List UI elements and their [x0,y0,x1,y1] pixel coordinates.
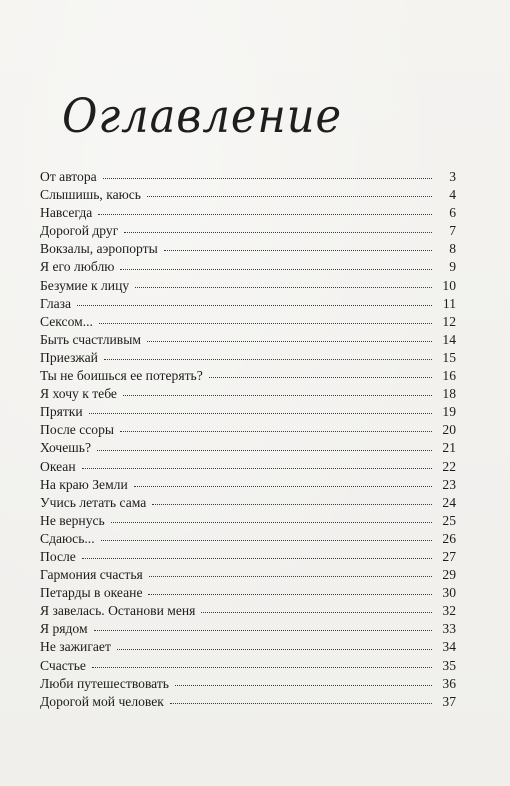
toc-entry-page-number: 8 [449,241,456,257]
toc-entry-title: Петарды в океане [40,585,143,601]
toc-entry-page-number: 29 [442,567,456,583]
toc-entry-page-number: 37 [442,693,456,709]
toc-entry-title: Прятки [40,404,83,420]
dot-leader [209,376,432,378]
toc-entry [40,620,456,638]
toc-entry-title: Быть счастливым [40,331,141,347]
toc-entry [40,512,456,530]
toc-entry-title: Сексом... [40,313,93,329]
toc-entry [40,421,456,439]
dot-leader [147,340,432,342]
toc-entry-title: Не вернусь [40,512,105,528]
toc-entry-page-number: 34 [442,639,456,655]
toc-entry-page-number: 32 [442,603,456,619]
toc-entry-page-number: 19 [442,404,456,420]
dot-leader [147,195,432,197]
toc-entry-page-number: 3 [449,169,456,184]
toc-entry [40,277,456,295]
dot-leader [149,575,432,577]
toc-entry [40,476,456,494]
toc-entry [40,584,456,602]
dot-leader [101,539,432,541]
toc-entry-page-number: 12 [442,313,456,329]
dot-leader [99,322,432,324]
toc-entry-page-number: 22 [442,458,456,474]
toc-entry-title: Я хочу к тебе [40,386,117,402]
toc-entry-title: Я рядом [40,621,88,637]
toc-entry-title: Дорогой друг [40,223,119,239]
toc-entry-page-number: 6 [449,205,456,221]
toc-entry [40,331,456,349]
toc-entry-title: Дорогой мой человек [40,693,164,709]
dot-leader [94,629,432,631]
toc-entry-page-number: 14 [442,331,456,347]
toc-entry [40,602,456,620]
dot-leader [135,286,432,288]
toc-entry-page-number: 21 [442,440,456,456]
dot-leader [104,358,432,360]
toc-entry [40,222,456,240]
toc-entry-title: Океан [40,458,76,474]
page-title: Оглавление [62,89,343,145]
toc-entry-title: Я завелась. Останови меня [40,603,196,619]
toc-entry-title: Глаза [40,295,72,311]
toc-entry [40,548,456,566]
toc-entry-title: Навсегда [40,205,93,221]
toc-entry-page-number: 27 [442,548,456,564]
toc-entry-title: Хочешь? [40,440,91,456]
toc-entry-title: После ссоры [40,422,114,438]
toc-entry [40,258,456,276]
toc-entry [40,566,456,584]
toc-entry [40,295,456,313]
toc-entry-title: Слышишь, каюсь [40,187,142,203]
toc-entry-title: Я его люблю [40,259,115,275]
toc-entry [40,494,456,512]
toc-entry [40,530,456,548]
toc-entry [40,168,456,186]
toc-entry [40,675,456,693]
dot-leader [89,412,432,414]
toc-entry-page-number: 11 [442,295,456,311]
dot-leader [77,304,432,306]
toc-entry-title: Сдаюсь... [40,530,95,546]
table-of-contents [40,168,456,711]
toc-entry-title: Люби путешествовать [40,675,170,691]
toc-entry [40,240,456,258]
dot-leader [164,249,432,251]
toc-entry [40,186,456,204]
toc-entry-page-number: 18 [442,386,456,402]
toc-entry [40,349,456,367]
toc-entry-title: От автора [40,169,97,184]
dot-leader [148,593,432,595]
toc-entry-page-number: 30 [442,585,456,601]
toc-entry-page-number: 15 [442,349,456,365]
toc-entry-page-number: 33 [442,621,456,637]
dot-leader [98,213,432,215]
dot-leader [124,231,432,233]
toc-entry [40,458,456,476]
toc-entry-title: Вокзалы, аэропорты [40,241,158,257]
dot-leader [134,485,432,487]
toc-entry [40,204,456,222]
toc-entry-title: Ты не боишься ее потерять? [40,368,203,384]
toc-entry-title: После [40,548,76,564]
dot-leader [201,611,432,613]
dot-leader [170,702,432,704]
toc-entry-page-number: 26 [442,530,456,546]
dot-leader [82,467,432,469]
toc-entry-title: На краю Земли [40,476,128,492]
toc-entry-page-number: 10 [442,277,456,293]
toc-entry-page-number: 9 [449,259,456,275]
toc-entry-page-number: 20 [442,422,456,438]
dot-leader [120,430,432,432]
toc-entry-page-number: 36 [442,675,456,691]
toc-entry-page-number: 16 [442,368,456,384]
toc-entry-page-number: 24 [442,494,456,510]
toc-entry [40,367,456,385]
toc-entry-page-number: 7 [449,223,456,239]
toc-entry-title: Счастье [40,657,86,673]
dot-leader [97,449,432,451]
toc-entry-title: Не зажигает [40,639,111,655]
toc-entry [40,385,456,403]
dot-leader [111,521,432,523]
toc-entry-page-number: 23 [442,476,456,492]
dot-leader [117,648,432,650]
dot-leader [123,394,432,396]
toc-entry-title: Безумие к лицу [40,277,130,293]
dot-leader [92,666,432,668]
dot-leader [175,684,432,686]
dot-leader [103,177,432,179]
toc-entry [40,313,456,331]
toc-entry [40,403,456,421]
toc-entry-title: Гармония счастья [40,567,143,583]
toc-entry-page-number: 4 [449,187,456,203]
toc-entry [40,439,456,457]
toc-entry-page-number: 25 [442,512,456,528]
dot-leader [82,557,432,559]
toc-entry [40,638,456,656]
dot-leader [152,503,432,505]
toc-entry-title: Приезжай [40,349,98,365]
dot-leader [120,268,432,270]
toc-entry [40,657,456,675]
toc-entry-page-number: 35 [442,657,456,673]
toc-entry [40,693,456,711]
toc-entry-title: Учись летать сама [40,494,147,510]
